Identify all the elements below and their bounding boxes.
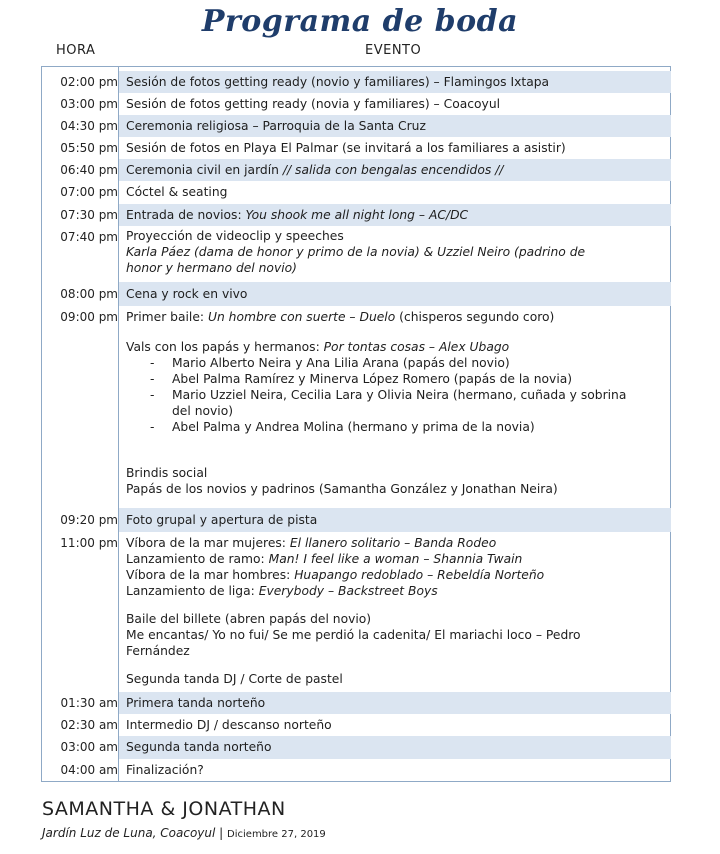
row-time: 04:00 am: [60, 763, 118, 777]
row-time: 09:00 pm: [60, 310, 118, 324]
row-event: [119, 93, 671, 115]
event-text: Ceremonia civil en jardín // salida con bengalas encendidos //: [126, 163, 504, 177]
row-event: [119, 71, 671, 93]
schedule-row: [41, 181, 671, 204]
list-item: - Mario Alberto Neira y Ana Lilia Arana (papás del novio): [160, 355, 630, 371]
schedule-row: [41, 508, 671, 532]
event-text: Entrada de novios: You shook me all night long – AC/DC: [126, 208, 469, 222]
venue: Jardín Luz de Luna, Coacoyul: [42, 826, 216, 840]
event-text: Primera tanda norteño: [126, 696, 266, 710]
schedule-row: [41, 204, 671, 226]
event-text: Ceremonia religiosa – Parroquia de la Santa Cruz: [126, 119, 426, 133]
list-item: - Abel Palma y Andrea Molina (hermano y prima de la novia): [160, 419, 630, 435]
page-title: Programa de boda: [201, 4, 519, 39]
event-text: Cena y rock en vivo: [126, 287, 248, 301]
event-text: Lanzamiento de liga: Everybody – Backstreet Boys: [126, 584, 438, 598]
event-date: Diciembre 27, 2019: [227, 829, 326, 840]
row-time: 06:40 pm: [60, 163, 118, 177]
row-time: 04:30 pm: [60, 119, 118, 133]
row-event: [119, 714, 671, 736]
row-event: [119, 282, 671, 306]
schedule-row: [41, 71, 671, 93]
row-event: [119, 508, 671, 532]
list-item: - Mario Uzziel Neira, Cecilia Lara y Olivia Neira (hermano, cuñada y sobrina del novio): [160, 387, 630, 419]
event-text: Sesión de fotos en Playa El Palmar (se invitará a los familiares a asistir): [126, 141, 566, 155]
row-time: 05:50 pm: [60, 141, 118, 155]
row-time: 02:30 am: [60, 718, 118, 732]
row-event: [119, 204, 671, 226]
row-event: [119, 226, 671, 282]
schedule-row: [41, 159, 671, 181]
schedule-row: [41, 736, 671, 759]
row-time: 02:00 pm: [60, 75, 118, 89]
row-time: 09:20 pm: [60, 513, 118, 527]
event-text: Lanzamiento de ramo: Man! I feel like a woman – Shannia Twain: [126, 552, 523, 566]
event-text: Fernández: [126, 644, 190, 658]
venue-date: [42, 826, 326, 840]
event-text: Brindis social: [126, 466, 208, 480]
row-event: [119, 692, 671, 714]
event-text: Segunda tanda norteño: [126, 740, 272, 754]
column-header-evento: EVENTO: [365, 43, 422, 58]
row-event: [119, 137, 671, 159]
event-text: Sesión de fotos getting ready (novio y familiares) – Flamingos Ixtapa: [126, 75, 550, 89]
row-time: 08:00 pm: [60, 287, 118, 301]
vals-list: [126, 355, 630, 435]
schedule-row: [41, 306, 671, 508]
event-text: Segunda tanda DJ / Corte de pastel: [126, 672, 343, 686]
event-text: Vals con los papás y hermanos: Por tontas cosas – Alex Ubago: [126, 340, 510, 354]
event-text: Intermedio DJ / descanso norteño: [126, 718, 332, 732]
event-text: Cóctel & seating: [126, 185, 228, 199]
event-speakers: honor y hermano del novio): [126, 261, 297, 275]
schedule-row: [41, 226, 671, 282]
event-text: Primer baile: Un hombre con suerte – Duelo (chisperos segundo coro): [126, 310, 555, 324]
row-event: [119, 115, 671, 137]
schedule-row: [41, 759, 671, 782]
schedule-row: [41, 532, 671, 692]
row-event: [119, 532, 671, 692]
event-speakers: Karla Páez (dama de honor y primo de la novia) & Uzziel Neiro (padrino de: [126, 245, 586, 259]
event-text: Me encantas/ Yo no fui/ Se me perdió la cadenita/ El mariachi loco – Pedro: [126, 628, 581, 642]
event-text: Sesión de fotos getting ready (novia y familiares) – Coacoyul: [126, 97, 501, 111]
row-time: 01:30 am: [60, 696, 118, 710]
row-event: [119, 759, 671, 782]
event-text: Foto grupal y apertura de pista: [126, 513, 318, 527]
event-text: Proyección de videoclip y speeches: [126, 229, 344, 243]
row-time: 07:00 pm: [60, 185, 118, 199]
schedule-row: [41, 137, 671, 159]
schedule-row: [41, 93, 671, 115]
row-time: 11:00 pm: [60, 536, 118, 550]
row-event: [119, 306, 671, 508]
row-time: 03:00 pm: [60, 97, 118, 111]
separator: |: [215, 826, 228, 840]
event-text: Baile del billete (abren papás del novio): [126, 612, 372, 626]
event-text: Papás de los novios y padrinos (Samantha González y Jonathan Neira): [126, 482, 558, 496]
row-event: [119, 181, 671, 204]
event-text: Finalización?: [126, 763, 204, 777]
row-event: [119, 736, 671, 759]
event-text: Víbora de la mar mujeres: El llanero solitario – Banda Rodeo: [126, 536, 497, 550]
column-header-hora: HORA: [56, 43, 96, 58]
row-time: 07:30 pm: [60, 208, 118, 222]
list-item: - Abel Palma Ramírez y Minerva López Romero (papás de la novia): [160, 371, 630, 387]
schedule-row: [41, 282, 671, 306]
couple-names: SAMANTHA & JONATHAN: [42, 798, 286, 820]
row-time: 03:00 am: [60, 740, 118, 754]
row-event: [119, 159, 671, 181]
row-time: 07:40 pm: [60, 230, 118, 244]
schedule-row: [41, 115, 671, 137]
schedule-row: [41, 692, 671, 714]
schedule-row: [41, 714, 671, 736]
event-text: Víbora de la mar hombres: Huapango redoblado – Rebeldía Norteño: [126, 568, 545, 582]
